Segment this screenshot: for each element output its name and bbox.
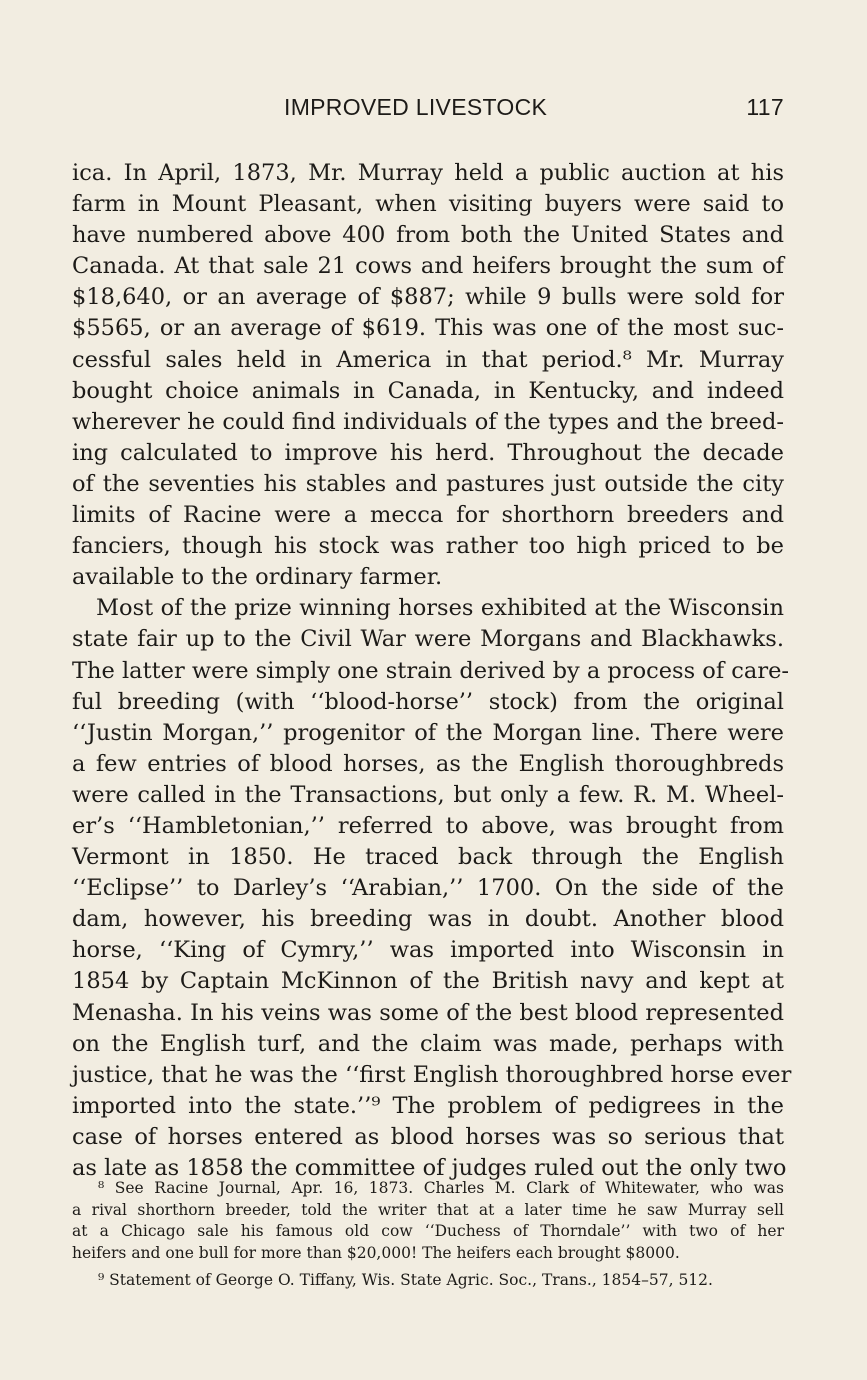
text-line: justice, that he was the ‘‘first English thoroughbred horse ever bbox=[72, 1061, 792, 1088]
footnote-8-line: a rival shorthorn breeder, told the writer that at a later time he saw Murray sell bbox=[72, 1200, 784, 1219]
text-line: fanciers, though his stock was rather too high priced to be bbox=[72, 533, 784, 560]
text-line: have numbered above 400 from both the United States and bbox=[72, 222, 784, 249]
text-line: 1854 by Captain McKinnon of the British navy and kept at bbox=[72, 968, 784, 995]
text-line: limits of Racine were a mecca for shorthorn breeders and bbox=[72, 502, 784, 529]
text-line: were called in the Transactions, but only a few. R. M. Wheel- bbox=[72, 781, 784, 808]
text-line: a few entries of blood horses, as the English thoroughbreds bbox=[72, 750, 784, 777]
running-head bbox=[284, 94, 784, 126]
text-line: ful breeding (with ‘‘blood-horse’’ stock) from the original bbox=[72, 688, 784, 715]
text-line: ‘‘Justin Morgan,’’ progenitor of the Morgan line. There were bbox=[72, 719, 784, 746]
footnote-8-line: ⁸ See Racine Journal, Apr. 16, 1873. Charles M. Clark of Whitewater, who was bbox=[98, 1179, 784, 1197]
text-line: as late as 1858 the committee of judges ruled out the only two bbox=[72, 1155, 787, 1181]
text-line: ing calculated to improve his herd. Throughout the decade bbox=[72, 439, 784, 466]
page-number: 117 bbox=[746, 94, 784, 120]
text-line: imported into the state.’’⁹ The problem of pedigrees in the bbox=[72, 1092, 784, 1119]
text-line: Menasha. In his veins was some of the best blood represented bbox=[72, 999, 784, 1026]
footnote-8-line: at a Chicago sale his famous old cow ‘‘Duchess of Thorndale’’ with two of her bbox=[72, 1222, 784, 1240]
text-line: $18,640, or an average of $887; while 9 bulls were sold for bbox=[72, 284, 784, 311]
text-line: ica. In April, 1873, Mr. Murray held a public auction at his bbox=[72, 160, 784, 186]
text-line: Canada. At that sale 21 cows and heifers brought the sum of bbox=[72, 253, 784, 280]
text-line: bought choice animals in Canada, in Kentucky, and indeed bbox=[72, 377, 784, 404]
text-line: wherever he could find individuals of the types and the breed- bbox=[72, 408, 784, 435]
text-line: er’s ‘‘Hambletonian,’’ referred to above, was brought from bbox=[72, 812, 784, 839]
footnote-9: ⁹ Statement of George O. Tiffany, Wis. State Agric. Soc., Trans., 1854–57, 512. bbox=[98, 1271, 713, 1289]
text-line: Vermont in 1850. He traced back through the English bbox=[72, 844, 784, 871]
body-text bbox=[72, 158, 792, 1184]
text-line: farm in Mount Pleasant, when visiting buyers were said to bbox=[72, 191, 784, 218]
text-line: ‘‘Eclipse’’ to Darley’s ‘‘Arabian,’’ 1700. On the side of the bbox=[72, 875, 784, 902]
paragraph-start-line: Most of the prize winning horses exhibited at the Wisconsin bbox=[96, 595, 784, 622]
text-line: cessful sales held in America in that period.⁸ Mr. Murray bbox=[72, 346, 784, 373]
text-line: available to the ordinary farmer. bbox=[72, 564, 443, 591]
text-line: $5565, or an average of $619. This was one of the most suc- bbox=[72, 315, 784, 342]
footnote-8-line: heifers and one bull for more than $20,000! The heifers each brought $8000. bbox=[72, 1243, 680, 1262]
text-line: of the seventies his stables and pastures just outside the city bbox=[72, 470, 784, 497]
text-line: state fair up to the Civil War were Morgans and Blackhawks. bbox=[72, 626, 784, 653]
footnotes bbox=[72, 1178, 784, 1292]
text-line: horse, ‘‘King of Cymry,’’ was imported into Wisconsin in bbox=[72, 937, 784, 964]
running-title: IMPROVED LIVESTOCK bbox=[284, 94, 548, 120]
text-line: case of horses entered as blood horses was so serious that bbox=[72, 1123, 784, 1150]
text-line: dam, however, his breeding was in doubt. Another blood bbox=[72, 906, 784, 933]
text-line: on the English turf, and the claim was made, perhaps with bbox=[72, 1030, 784, 1057]
text-line: The latter were simply one strain derived by a process of care- bbox=[72, 657, 789, 684]
